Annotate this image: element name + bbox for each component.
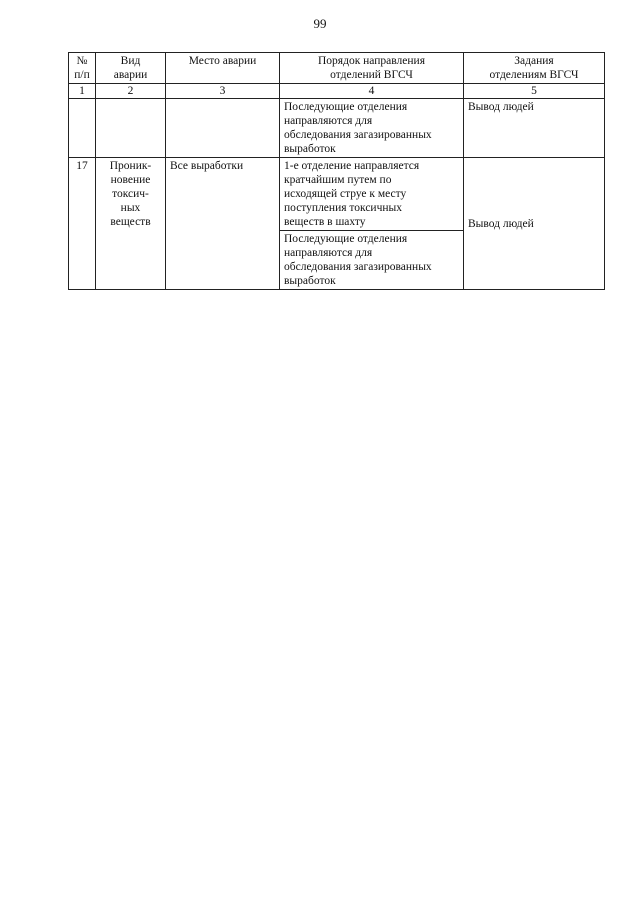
accident-response-table: [68, 52, 605, 290]
cell-dispatch-order-first: 1-е отделение направляется кратчайшим путем по исходящей струе к месту поступления токсичных веществ в шахту: [280, 158, 464, 231]
column-number: 3: [166, 84, 280, 99]
header-accident-place: Место аварии: [166, 53, 280, 84]
table-row-continuation: [69, 99, 605, 158]
cell-task: Вывод людей: [464, 158, 605, 290]
column-number: 4: [280, 84, 464, 99]
header-dispatch-order: Порядок направления отделений ВГСЧ: [280, 53, 464, 84]
cell-dispatch-order-next: Последующие отделения направляются для обследования загазированных выработок: [280, 231, 464, 290]
column-number: 2: [96, 84, 166, 99]
cell-empty: [96, 99, 166, 158]
table-header-row: [69, 53, 605, 84]
column-number-row: [69, 84, 605, 99]
column-number: 1: [69, 84, 96, 99]
cell-dispatch-order: Последующие отделения направляются для обследования загазированных выработок: [280, 99, 464, 158]
cell-row-number: 17: [69, 158, 96, 290]
header-accident-type: Вид аварии: [96, 53, 166, 84]
header-number: № п/п: [69, 53, 96, 84]
cell-empty: [166, 99, 280, 158]
cell-empty: [69, 99, 96, 158]
cell-accident-place: Все выработки: [166, 158, 280, 290]
page-number: 99: [313, 16, 327, 31]
cell-accident-type: Проник- новение токсич- ных веществ: [96, 158, 166, 290]
header-tasks: Задания отделениям ВГСЧ: [464, 53, 605, 84]
cell-task: Вывод людей: [464, 99, 605, 158]
table-row-17: [69, 158, 605, 231]
column-number: 5: [464, 84, 605, 99]
